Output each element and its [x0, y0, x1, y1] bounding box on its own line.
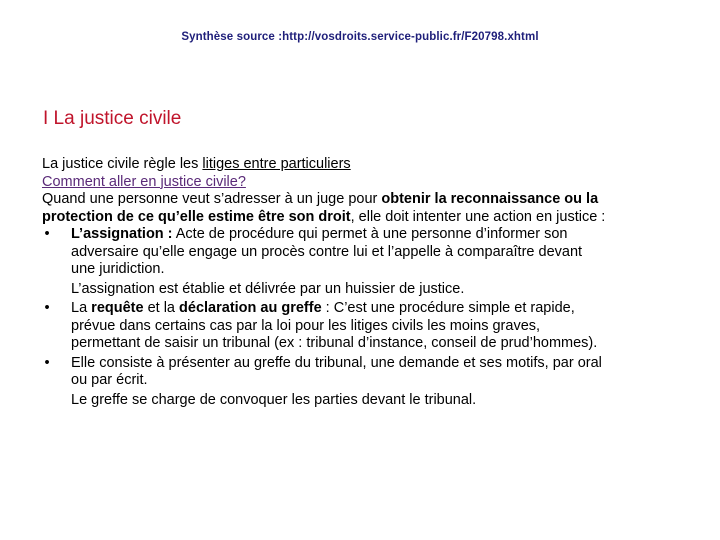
intro-text: Quand une personne veut s’adresser à un juge pour — [42, 191, 382, 207]
intro-bold: obtenir la reconnaissance ou la — [381, 191, 599, 207]
list-item — [42, 300, 694, 353]
list-item — [42, 226, 694, 298]
bullet-text: La — [71, 300, 92, 316]
intro-text: La justice civile règle les — [42, 156, 203, 172]
bullet-text: adversaire qu’elle engage un procès contre lui et l’appelle à comparaître devant — [71, 243, 583, 260]
bullet-icon: • — [44, 300, 50, 316]
bullet-text: et la — [143, 300, 180, 316]
bullet-bold: L’assignation : — [71, 226, 173, 242]
source-reference: Synthèse source :http://vosdroits.service-public.fr/F20798.xhtml — [181, 31, 539, 43]
bullet-text: permettant de saisir un tribunal (ex : tribunal d’instance, conseil de prud’hommes). — [71, 335, 598, 351]
bullet-bold: requête — [91, 300, 144, 316]
bullet-text: ou par écrit. — [71, 372, 148, 388]
bullet-text: Acte de procédure qui permet à une personne d’informer son — [172, 226, 568, 242]
intro-line-3 — [42, 191, 694, 209]
list-item — [42, 355, 694, 410]
bullet-text: prévue dans certains cas par la loi pour les litiges civils les moins graves, — [71, 317, 541, 334]
intro-bold: protection de ce qu’elle estime être son droit — [42, 208, 351, 225]
bullet-icon: • — [44, 354, 50, 371]
bullet-bold: déclaration au greffe — [179, 300, 322, 316]
document-body — [42, 156, 694, 409]
bullet-icon: • — [44, 226, 50, 242]
intro-question — [42, 174, 694, 192]
bullet-text: Le greffe se charge de convoquer les parties devant le tribunal. — [71, 391, 477, 408]
bullet-text: : C’est une procédure simple et rapide, — [321, 300, 575, 316]
section-title: I La justice civile — [43, 108, 182, 129]
question-underlined: Comment aller en justice civile? — [42, 173, 246, 190]
bullet-text: Elle consiste à présenter au greffe du tribunal, une demande et ses motifs, par oral — [71, 354, 602, 371]
litiges-underlined: litiges entre particuliers — [202, 156, 351, 172]
bullet-text: une juridiction. — [71, 261, 165, 277]
intro-line-1 — [42, 156, 694, 174]
bullet-text: L’assignation est établie et délivrée par un huissier de justice. — [71, 280, 465, 297]
bullet-list — [42, 226, 694, 409]
intro-line-4 — [42, 209, 694, 227]
intro-text: , elle doit intenter une action en justice : — [350, 208, 606, 225]
